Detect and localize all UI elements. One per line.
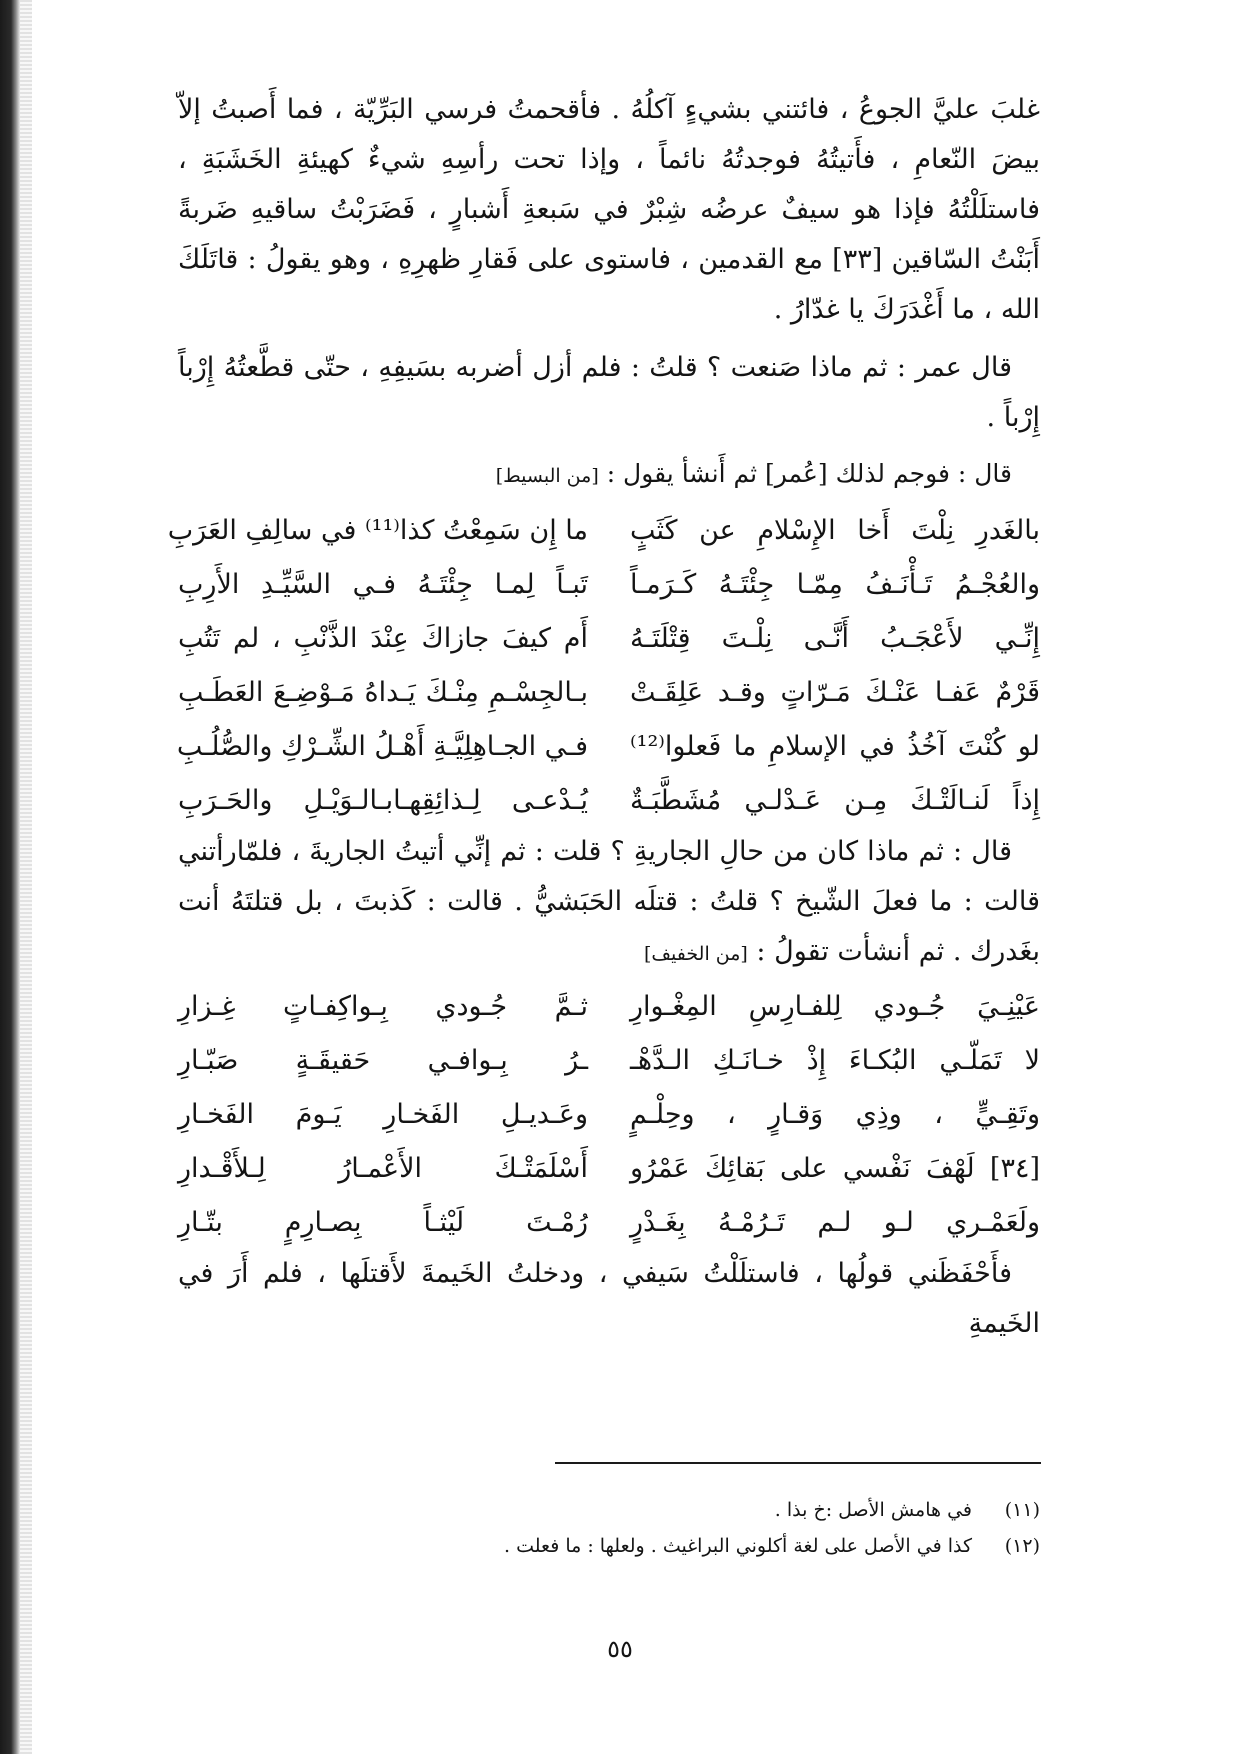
hemistich-left: يُـدْعـى لِـذائِقِهـابـالـوَيْـلِ والحَـرَبِ	[178, 784, 588, 816]
hemistich-left: فـي الجـاهِلِيَّـةِ أَهْـلُ الشِّـرْكِ والصُّلُـبِ	[176, 730, 588, 762]
hemistich-left: رُمْـتَ لَيْثـاً بِصـارِمٍ بتّـارِ	[178, 1206, 588, 1238]
hemistich-right: [٣٤] لَهْفَ نَفْسي على بَقائِكَ عَمْرُو	[630, 1152, 1040, 1184]
hemistich-left: وعَـديـلِ الفَخـارِ يَـومَ الفَخـارِ	[178, 1098, 588, 1130]
hemistich-right: وتَقِـيٍّ ، وذِي وَقـارٍ ، وحِلْـمٍ	[630, 1098, 1040, 1130]
poem-1-verse	[178, 719, 1040, 773]
page-number: ٥٥	[607, 1635, 633, 1663]
paragraph-4: فأَحْفَظَني قولُها ، فاستلَلْتُ سَيفي ، ودخلتُ الخَيمةَ لأَقتلَها ، فلم أَرَ في الخَيمةِ	[178, 1258, 1040, 1339]
footnote	[200, 1492, 1040, 1528]
poem-2	[178, 979, 1040, 1249]
hemistich-right: عَيْنِـيَ جُـودي لِلفـارِسِ المِغْـوارِ	[630, 990, 1040, 1022]
poem-1-verse	[167, 503, 1040, 557]
hemistich-right: إِنِّـي لأَعْجَـبُ أَنَّـى نِلْـتَ قِتْلَتَـهُ	[630, 622, 1040, 654]
footnote-text: كذا في الأصل على لغة أكلوني البراغيث . ولعلها : ما فعلت .	[504, 1535, 972, 1557]
hemistich-left: أَم كيفَ جازاكَ عِنْدَ الذَّنْبِ ، لم تَتُبِ	[178, 622, 588, 654]
poem-2-meter: [من الخفيف]	[643, 943, 748, 965]
poem-1	[167, 503, 1040, 827]
poem-1-verse	[178, 557, 1040, 611]
poem-2-verse	[178, 979, 1040, 1033]
hemistich-right: قَرْمٌ عَفـا عَنْـكَ مَـرّاتٍ وقـد عَلِقَـتْ	[630, 676, 1040, 708]
footnote-number: (١١)	[1004, 1499, 1040, 1521]
poem-2-verse	[178, 1033, 1040, 1087]
poem-1-verse	[178, 665, 1040, 719]
hemistich-right: والعُجْـمُ تَـأْنَـفُ مِمّـا جِئْتَـهُ كَـرَمـاً	[630, 568, 1040, 600]
hemistich-left: ما إِن سَمِعْتُ كذا⁽¹¹⁾ في سالِفِ العَرَبِ	[167, 514, 588, 546]
poem-2-verse	[178, 1141, 1040, 1195]
hemistich-right: ولَعَمْـري لـو لـم تَـرُمْـهُ بِغَـدْرٍ	[630, 1206, 1040, 1238]
hemistich-right: بالغَدرِ نِلْتَ أَخا الإِسْلامِ عن كَثَبٍ	[630, 514, 1040, 546]
poem-1-meter: [من البسيط]	[495, 465, 599, 487]
hemistich-left: أَسْلَمَتْـكَ الأَعْمـارُ لِـلأَقْـدارِ	[178, 1152, 588, 1184]
footnotes	[200, 1492, 1040, 1564]
hemistich-right: لو كُنْتَ آخُذُ في الإسلامِ ما فَعلوا⁽¹²⁾	[630, 730, 1040, 762]
scan-edge-texture	[20, 0, 32, 1754]
hemistich-right: لا تَمَلّـي البُكـاءَ إِذْ خـانَـكِ الـدَّهْـ	[630, 1044, 1040, 1076]
hemistich-right: إِذاً لَنـالَتْـكَ مِـن عَـدْلـي مُشَطَّبَـةٌ	[630, 784, 1040, 816]
page-body	[167, 85, 1040, 1349]
paragraph-3-text: قال : ثم ماذا كان من حالِ الجاريةِ ؟ قلت : ثم إنِّي أتيتُ الجاريةَ ، فلمّارأتني قالت : ما فعلَ الشّيخ ؟ قلتُ : قتلَه الحَبَشيُّ . قالت : كَذبتَ ، بل قتلتَهُ أنت بغَدرك . ثم أنشأت تقولُ :	[178, 836, 1040, 967]
footnote-text: في هامش الأصل :خ بذا .	[774, 1499, 972, 1521]
footnote	[200, 1528, 1040, 1564]
paragraph-2: قال عمر : ثم ماذا صَنعت ؟ قلتُ : فلم أزل أضربه بسَيفِهِ ، حتّى قطَّعتُهُ إِرْباً إِرْباً .	[178, 352, 1040, 433]
footnote-number: (١٢)	[1004, 1535, 1040, 1557]
poem-2-verse	[178, 1195, 1040, 1249]
hemistich-left: ـرُ بِـوافـي حَقيقَـةٍ صَبّـارِ	[178, 1044, 588, 1076]
paragraph-3	[178, 827, 1040, 979]
hemistich-left: تَبـاً لِمـا جِئْتَـهُ فـي السَّيِّـدِ الأَرِبِ	[178, 568, 588, 600]
footnote-separator	[555, 1462, 1041, 1464]
poem-1-intro-line	[178, 449, 1040, 501]
paragraph-1: غلبَ عليَّ الجوعُ ، فائتني بشيءٍ آكلُهُ . فأقحمتُ فرسي البَرِّيّة ، فما أَصبتُ إلاّ بيضَ النّعامِ ، فأَتيتُهُ فوجدتُهُ نائماً ، وإذا تحت رأسِهِ شيءٌ كهيئةِ الخَشَبَةِ ، فاستلَلْتُهُ فإذا هو سيفٌ عرضُه شِبْرٌ في سَبعةِ أَشبارٍ ، فَضَرَبْتُ ساقيهِ ضَربةً أَبَنْتُ السّاقين [٣٣] مع القدمين ، فاستوى على فَقارِ ظهرِهِ ، وهو يقولُ : قاتَلَكَ الله ، ما أَغْدَرَكَ يا غدّارُ .	[178, 94, 1040, 325]
scan-binding-edge	[0, 0, 20, 1754]
poem-2-verse	[178, 1087, 1040, 1141]
poem-1-verse	[178, 611, 1040, 665]
poem-1-verse	[178, 773, 1040, 827]
hemistich-left: بـالجِسْـمِ مِنْـكَ يَـداهُ مَـوْضِـعَ العَطَـبِ	[178, 676, 588, 708]
poem-1-intro: قال : فوجم لذلك [عُمر] ثم أَنشأ يقول :	[606, 459, 1012, 488]
hemistich-left: ثـمَّ جُـودي بِـواكِفـاتٍ غِـزارِ	[178, 990, 588, 1022]
